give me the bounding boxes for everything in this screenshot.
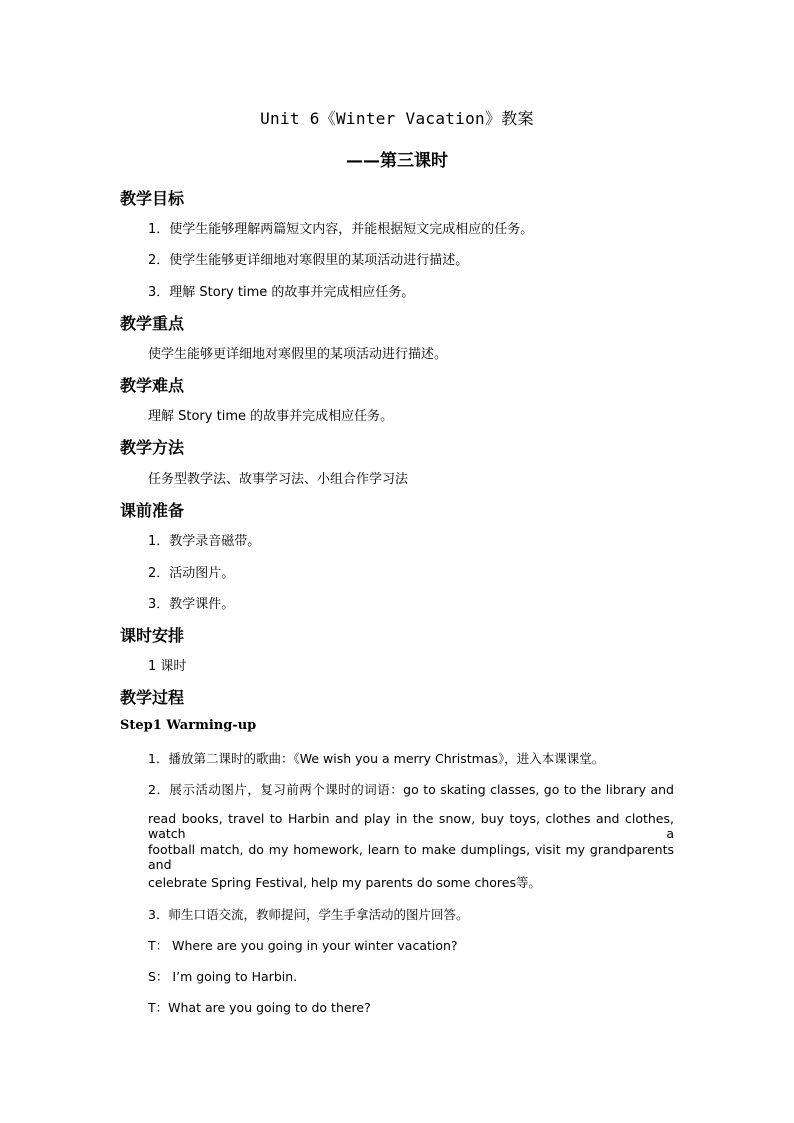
goal-item-2: 2．使学生能够更详细地对寒假里的某项活动进行描述。	[148, 253, 469, 268]
heading-process: 教学过程	[120, 688, 185, 707]
preparation-item-1: 1．教学录音磁带。	[148, 534, 261, 549]
page-subtitle: ——第三课时	[346, 151, 448, 171]
heading-schedule: 课时安排	[120, 626, 185, 645]
process-para2-line-1: 2．展示活动图片，复习前两个课时的词语：go to skating classes, go to the library and	[148, 782, 674, 797]
preparation-item-2: 2．活动图片。	[148, 566, 235, 581]
dialog-line-1: T： Where are you going in your winter vacation?	[148, 938, 458, 953]
preparation-item-3: 3．教学课件。	[148, 597, 235, 612]
key-points-text: 使学生能够更详细地对寒假里的某项活动进行描述。	[148, 347, 448, 362]
heading-key-points: 教学重点	[120, 314, 185, 333]
goal-item-1: 1．使学生能够理解两篇短文内容，并能根据短文完成相应的任务。	[148, 222, 534, 237]
schedule-text: 1 课时	[148, 659, 187, 674]
process-line-1: 1．播放第二课时的歌曲：《We wish you a merry Christmas》，进入本课课堂。	[148, 751, 605, 766]
methods-text: 任务型教学法、故事学习法、小组合作学习法	[148, 472, 409, 487]
heading-difficulties: 教学难点	[120, 376, 185, 395]
heading-preparation: 课前准备	[120, 501, 185, 520]
difficulties-text: 理解 Story time 的故事并完成相应任务。	[148, 409, 394, 424]
step1-heading: Step1 Warming-up	[120, 718, 257, 733]
process-para2-line-2: read books, travel to Harbin and play in the snow, buy toys, clothes and clothes, watch a	[148, 811, 674, 841]
process-para2-line-4: celebrate Spring Festival, help my parents do some chores等。	[148, 875, 541, 890]
dialog-line-2: S： I’m going to Harbin.	[148, 969, 298, 984]
page-title: Unit 6《Winter Vacation》教案	[260, 109, 534, 128]
process-para2-line-3: football match, do my homework, learn to make dumplings, visit my grandparents and	[148, 842, 674, 872]
goal-item-3: 3．理解 Story time 的故事并完成相应任务。	[148, 285, 415, 300]
process-line-3: 3．师生口语交流，教师提问，学生手拿活动的图片回答。	[148, 907, 469, 922]
heading-goals: 教学目标	[120, 189, 185, 208]
heading-methods: 教学方法	[120, 438, 185, 457]
dialog-line-3: T：What are you going to do there?	[148, 1000, 371, 1015]
